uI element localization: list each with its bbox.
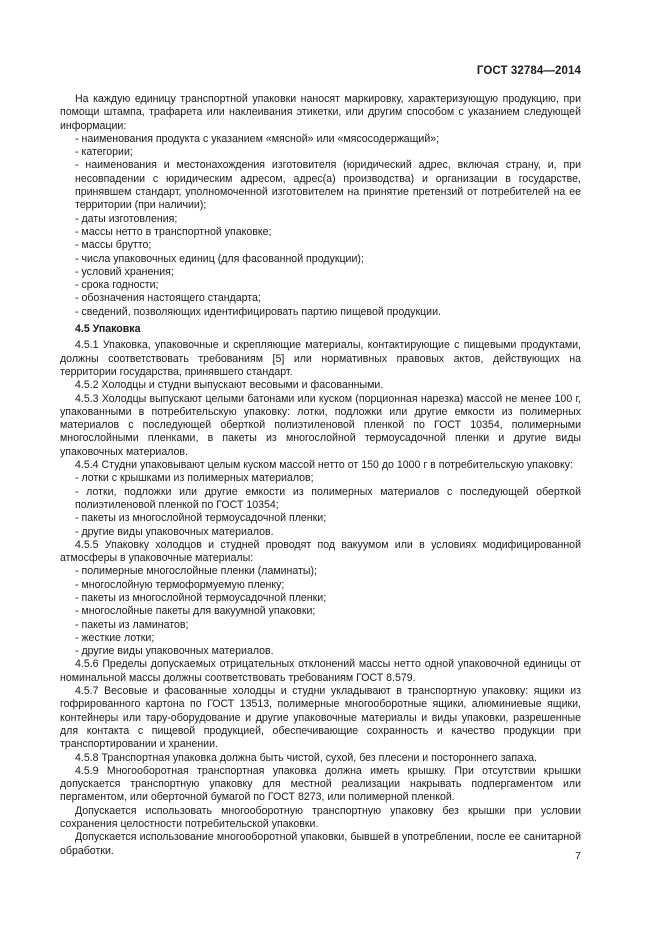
paragraph-4-5-1: 4.5.1 Упаковка, упаковочные и скрепляющие материалы, контактирующие с пищевыми продуктами, должны соответствовать требованиям [5] или нормативных правовых актов, действующих на территории государства, принявшего стандарт. bbox=[60, 339, 581, 378]
document-body bbox=[60, 93, 581, 858]
list-item: - массы нетто в транспортной упаковке; bbox=[75, 225, 272, 238]
paragraph-allow-2: Допускается использование многооборотной упаковки, бывшей в употреблении, после ее санитарной обработки. bbox=[60, 831, 581, 857]
marking-intro: На каждую единицу транспортной упаковки наносят маркировку, характеризующую продукцию, при помощи штампа, трафарета или наклеивания этикетки, или другим способом с указанием следующей информации: bbox=[60, 93, 581, 132]
paragraph-4-5-4: 4.5.4 Студни упаковывают целым куском массой нетто от 150 до 1000 г в потребительскую упаковку: bbox=[75, 459, 574, 472]
list-item: - даты изготовления; bbox=[75, 212, 178, 225]
list-item: - лотки с крышками из полимерных материалов; bbox=[75, 472, 314, 485]
list-item: - категории; bbox=[75, 146, 133, 159]
paragraph-4-5-7: 4.5.7 Весовые и фасованные холодцы и студни укладывают в транспортную упаковку: ящики из гофрированного картона по ГОСТ 13513, полимерные многооборотные ящики, алюминиевые ящики, контейнеры или тару-оборудование и другие упаковочные материалы и виды упаковки, разрешенные для контакта с пищевой продукцией, обеспечивающие сохранность и качество продукции при транспортировании и хранении. bbox=[60, 685, 581, 751]
page-number: 7 bbox=[575, 850, 581, 862]
list-item: - пакеты из многослойной термоусадочной пленки; bbox=[75, 512, 327, 525]
list-item: - другие виды упаковочных материалов. bbox=[75, 525, 274, 538]
list-item: - лотки, подложки или другие емкости из полимерных материалов с последующей оберткой полиэтиленовой пленкой по ГОСТ 10354; bbox=[75, 485, 581, 511]
list-item: - многослойную термоформуемую пленку; bbox=[75, 578, 285, 591]
list-item: - пакеты из многослойной термоусадочной пленки; bbox=[75, 591, 327, 604]
list-item: - массы брутто; bbox=[75, 239, 152, 252]
list-item: - числа упаковочных единиц (для фасованной продукции); bbox=[75, 252, 364, 265]
list-item: - обозначения настоящего стандарта; bbox=[75, 292, 261, 305]
list-item: - полимерные многослойные пленки (ламинаты); bbox=[75, 565, 317, 578]
list-item: - наименования продукта с указанием «мясной» или «мясосодержащий»; bbox=[75, 132, 440, 145]
paragraph-4-5-9: 4.5.9 Многооборотная транспортная упаковка должна иметь крышку. При отсутствии крышки допускается транспортную упаковку для местной реализации накрывать подпергаментом или пергаментом, или оберточной бумагой по ГОСТ 8273, или полимерной пленкой. bbox=[60, 764, 581, 804]
paragraph-4-5-2: 4.5.2 Холодцы и студни выпускают весовыми и фасованными. bbox=[75, 379, 384, 392]
list-item: - пакеты из ламинатов; bbox=[75, 618, 189, 631]
paragraph-4-5-6: 4.5.6 Пределы допускаемых отрицательных отклонений массы нетто одной упаковочной единицы от номинальной массы должны соответствовать требованиям ГОСТ 8.579. bbox=[60, 658, 581, 684]
list-item: - условий хранения; bbox=[75, 265, 174, 278]
paragraph-allow-1: Допускается использовать многооборотную транспортную упаковку без крышки при условии сохранения целостности потребительской упаковки. bbox=[60, 804, 581, 831]
document-header: ГОСТ 32784—2014 bbox=[476, 65, 581, 77]
list-item: - другие виды упаковочных материалов. bbox=[75, 645, 274, 658]
paragraph-4-5-5: 4.5.5 Упаковку холодцов и студней проводят под вакуумом или в условиях модифицированной атмосферы в упаковочные материалы: bbox=[60, 538, 581, 565]
list-item: - многослойные пакеты для вакуумной упаковки; bbox=[75, 605, 316, 618]
list-item: - жесткие лотки; bbox=[75, 631, 155, 644]
section-heading: 4.5 Упаковка bbox=[75, 323, 141, 336]
paragraph-4-5-3: 4.5.3 Холодцы выпускают целыми батонами или куском (порционная нарезка) массой не менее 100 г, упакованными в потребительскую упаковку: лотки, подложки или другие емкости из полимерных материалов с последующей оберткой полиэтиленовой пленкой по ГОСТ 10354, полимерными многослойными пленками, в пакеты из многослойной термоусадочной пленки и другие виды упаковочных материалов. bbox=[60, 392, 581, 458]
paragraph-4-5-8: 4.5.8 Транспортная упаковка должна быть чистой, сухой, без плесени и постороннего запаха. bbox=[75, 751, 537, 764]
list-item: - наименования и местонахождения изготовителя (юридический адрес, включая страну, и, при несовпадении с юридическим адресом, адрес(а) производства) и организации в государстве, принявшем стандарт, уполномоченной изготовителем на принятие претензий от потребителей на ее территории (при наличии); bbox=[75, 159, 581, 212]
list-item: - срока годности; bbox=[75, 279, 159, 292]
list-item: - сведений, позволяющих идентифицировать партию пищевой продукции. bbox=[75, 305, 441, 318]
